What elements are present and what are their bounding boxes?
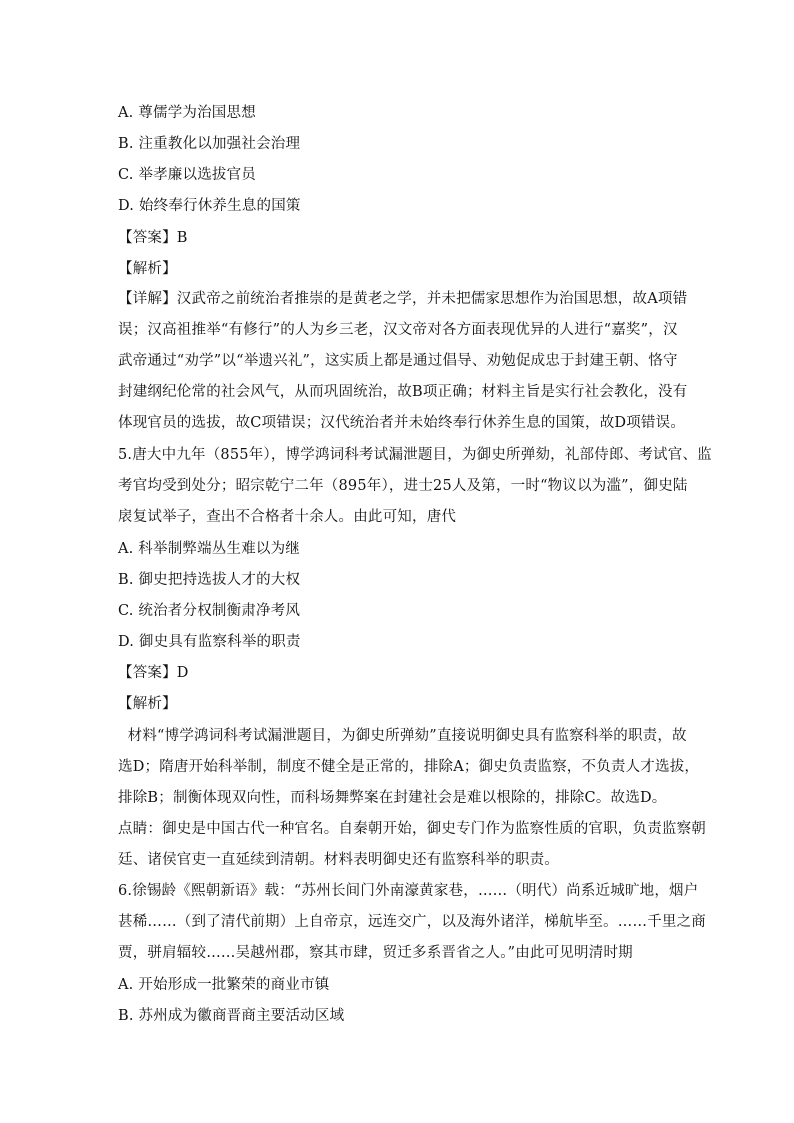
q5-explanation-line: 排除B；制衡体现双向性，而科场舞弊案在封建社会是难以根除的，排除C。故选D。 [118,790,667,806]
q6-option-a: A. 开始形成一批繁荣的商业市镇 [118,977,330,993]
q4-explanation-line: 误；汉高祖推举“有修行”的人为乡三老，汉文帝对各方面表现优异的人进行“嘉奖”，汉 [118,322,678,338]
q5-explanation-line: 材料“博学鸿词科考试漏泄题目，为御史所弹劾”直接说明御史具有监察科举的职责，故 [118,728,687,744]
q5-option-b: B. 御史把持选拔人才的大权 [118,572,301,588]
q4-option-d: D. 始终奉行休养生息的国策 [118,198,301,214]
q6-stem-line: 甚稀……（到了清代前期）上自帝京，远连交广，以及海外诸洋，梯航毕至。……千里之商 [118,914,706,930]
q5-note-line: 点睛：御史是中国古代一种官名。自秦朝开始，御史专门作为监察性质的官职，负责监察朝 [118,821,706,837]
q5-stem-line: 扆复试举子，查出不合格者十余人。由此可知，唐代 [118,509,457,525]
q5-stem-line: 5.唐大中九年（855年），博学鸿词科考试漏泄题目，为御史所弹劾，礼部侍郎、考试官、监 [118,447,712,463]
q5-option-c: C. 统治者分权制衡肃净考风 [118,603,301,619]
q4-answer: 【答案】B [118,230,188,246]
q5-option-d: D. 御史具有监察科举的职责 [118,634,301,650]
q4-explanation-line: 封建纲纪伦常的社会风气，从而巩固统治，故B项正确；材料主旨是实行社会教化，没有 [118,384,688,400]
q4-analysis-label: 【解析】 [118,261,177,277]
q6-option-b: B. 苏州成为徽商晋商主要活动区域 [118,1008,345,1024]
q4-option-c: C. 举孝廉以选拔官员 [118,167,256,183]
q5-explanation-line: 选D；隋唐开始科举制，制度不健全是正常的，排除A；御史负责监察，不负责人才选拔， [118,759,700,775]
q6-stem-line: 贾，骈肩辐较……吴越州郡，察其市肆，贸迁多系晋省之人。”由此可见明清时期 [118,945,633,961]
q4-explanation-line: 武帝通过“劝学”以“举遗兴礼”，这实质上都是通过倡导、劝勉促成忠于封建王朝、恪守 [118,353,678,369]
q4-option-b: B. 注重教化以加强社会治理 [118,136,301,152]
q5-answer: 【答案】D [118,665,189,681]
q6-stem-line: 6.徐锡龄《熙朝新语》载：“苏州长间门外南濠黄家巷，……（明代）尚系近城旷地，烟户 [118,883,699,899]
q4-option-a: A. 尊儒学为治国思想 [118,105,256,121]
q5-stem-line: 考官均受到处分；昭宗乾宁二年（895年），进士25人及第，一时“物议以为滥”，御史陆 [118,478,688,494]
q5-option-a: A. 科举制弊端丛生难以为继 [118,541,300,557]
q5-analysis-label: 【解析】 [118,696,177,712]
q4-explanation-line: 体现官员的选拔，故C项错误；汉代统治者并未始终奉行休养生息的国策，故D项错误。 [118,415,686,431]
q5-note-line: 廷、诸侯官吏一直延续到清朝。材料表明御史还有监察科举的职责。 [118,852,559,868]
q4-explanation-line: 【详解】汉武帝之前统治者推崇的是黄老之学，并未把儒家思想作为治国思想，故A项错 [118,291,688,307]
